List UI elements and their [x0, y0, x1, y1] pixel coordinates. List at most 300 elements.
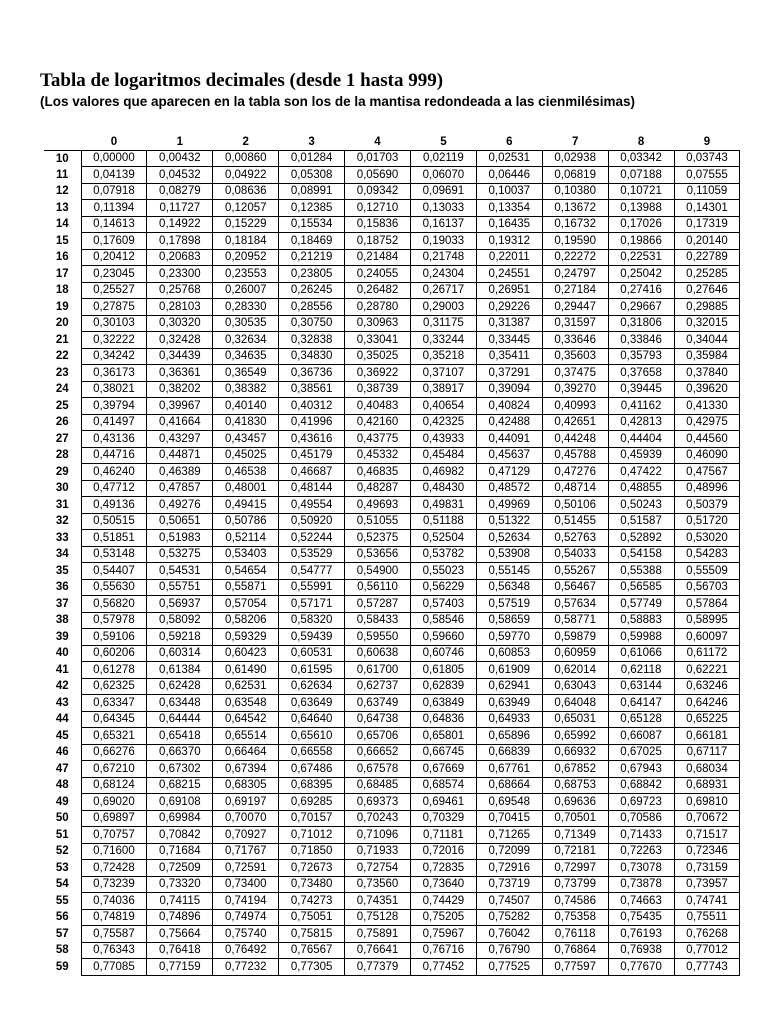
row-header: 55 [55, 894, 69, 907]
table-cell: 0,17609 [81, 233, 147, 250]
table-cell: 0,71349 [542, 827, 608, 844]
table-cell: 0,52892 [608, 530, 674, 547]
table-cell: 0,60853 [476, 645, 542, 662]
table-cell: 0,75282 [476, 909, 542, 926]
table-cell: 0,24551 [476, 266, 542, 283]
table-cell: 0,65418 [147, 728, 213, 745]
table-row [44, 150, 740, 167]
table-cell: 0,42488 [476, 414, 542, 431]
table-cell: 0,36922 [345, 365, 411, 382]
table-row [44, 299, 740, 316]
table-cell: 0,50243 [608, 497, 674, 514]
table-cell: 0,03342 [608, 150, 674, 167]
table-cell: 0,38739 [345, 381, 411, 398]
row-header: 52 [55, 845, 69, 858]
table-cell: 0,19866 [608, 233, 674, 250]
table-cell: 0,63144 [608, 678, 674, 695]
row-header: 51 [55, 828, 69, 841]
table-cell: 0,62839 [410, 678, 476, 695]
table-cell: 0,69897 [81, 810, 147, 827]
table-cell: 0,37475 [542, 365, 608, 382]
table-cell: 0,77452 [410, 959, 476, 976]
table-cell: 0,73320 [147, 876, 213, 893]
table-row [44, 216, 740, 233]
table-cell: 0,19590 [542, 233, 608, 250]
table-cell: 0,66181 [674, 728, 740, 745]
table-cell: 0,73640 [410, 876, 476, 893]
table-cell: 0,34830 [279, 348, 345, 365]
table-cell: 0,62737 [345, 678, 411, 695]
table-cell: 0,77232 [213, 959, 279, 976]
table-cell: 0,32222 [81, 332, 147, 349]
table-row [44, 843, 740, 860]
table-cell: 0,57634 [542, 596, 608, 613]
header-row [44, 134, 740, 150]
table-cell: 0,43933 [410, 431, 476, 448]
table-cell: 0,22011 [476, 249, 542, 266]
table-cell: 0,57171 [279, 596, 345, 613]
table-cell: 0,35793 [608, 348, 674, 365]
table-cell: 0,46389 [147, 464, 213, 481]
table-cell: 0,63043 [542, 678, 608, 695]
table-cell: 0,33041 [345, 332, 411, 349]
table-cell: 0,32428 [147, 332, 213, 349]
table-row [44, 365, 740, 382]
table-cell: 0,73480 [279, 876, 345, 893]
table-cell: 0,58883 [608, 612, 674, 629]
table-cell: 0,65706 [345, 728, 411, 745]
table-row [44, 893, 740, 910]
table-cell: 0,67852 [542, 761, 608, 778]
table-cell: 0,56703 [674, 579, 740, 596]
table-cell: 0,69636 [542, 794, 608, 811]
table-row [44, 200, 740, 217]
table-cell: 0,33244 [410, 332, 476, 349]
table-cell: 0,23045 [81, 266, 147, 283]
table-row [44, 282, 740, 299]
table-cell: 0,00860 [213, 150, 279, 167]
table-cell: 0,56467 [542, 579, 608, 596]
table-cell: 0,64542 [213, 711, 279, 728]
table-cell: 0,15534 [279, 216, 345, 233]
column-header: 0 [81, 134, 147, 150]
table-cell: 0,18469 [279, 233, 345, 250]
row-header: 40 [55, 647, 69, 660]
table-cell: 0,68305 [213, 777, 279, 794]
table-cell: 0,38021 [81, 381, 147, 398]
table-cell: 0,45025 [213, 447, 279, 464]
table-cell: 0,13988 [608, 200, 674, 217]
table-cell: 0,71012 [279, 827, 345, 844]
table-cell: 0,63649 [279, 695, 345, 712]
table-cell: 0,60746 [410, 645, 476, 662]
table-cell: 0,42975 [674, 414, 740, 431]
table-cell: 0,71181 [410, 827, 476, 844]
table-cell: 0,54777 [279, 563, 345, 580]
table-row [44, 266, 740, 283]
row-header: 36 [55, 581, 69, 594]
column-header: 4 [345, 134, 411, 150]
table-cell: 0,30320 [147, 315, 213, 332]
table-row [44, 761, 740, 778]
table-cell: 0,70842 [147, 827, 213, 844]
table-cell: 0,35603 [542, 348, 608, 365]
table-cell: 0,72181 [542, 843, 608, 860]
table-cell: 0,30963 [345, 315, 411, 332]
table-cell: 0,55267 [542, 563, 608, 580]
table-cell: 0,72997 [542, 860, 608, 877]
table-cell: 0,73400 [213, 876, 279, 893]
table-cell: 0,43616 [279, 431, 345, 448]
table-cell: 0,35218 [410, 348, 476, 365]
table-cell: 0,08991 [279, 183, 345, 200]
table-cell: 0,68485 [345, 777, 411, 794]
table-cell: 0,46240 [81, 464, 147, 481]
table-cell: 0,38382 [213, 381, 279, 398]
table-cell: 0,24797 [542, 266, 608, 283]
table-cell: 0,75511 [674, 909, 740, 926]
table-cell: 0,60314 [147, 645, 213, 662]
table-cell: 0,22272 [542, 249, 608, 266]
table-cell: 0,65514 [213, 728, 279, 745]
table-row [44, 546, 740, 563]
table-cell: 0,51720 [674, 513, 740, 530]
table-cell: 0,33445 [476, 332, 542, 349]
table-cell: 0,68574 [410, 777, 476, 794]
table-cell: 0,77670 [608, 959, 674, 976]
table-cell: 0,67394 [213, 761, 279, 778]
row-header: 53 [55, 861, 69, 874]
table-cell: 0,31806 [608, 315, 674, 332]
table-cell: 0,72673 [279, 860, 345, 877]
table-cell: 0,06819 [542, 167, 608, 184]
row-header: 10 [55, 152, 69, 165]
row-header: 38 [55, 614, 69, 627]
table-row [44, 596, 740, 613]
table-cell: 0,75128 [345, 909, 411, 926]
table-cell: 0,24055 [345, 266, 411, 283]
table-row [44, 860, 740, 877]
table-cell: 0,74507 [476, 893, 542, 910]
table-cell: 0,07188 [608, 167, 674, 184]
table-row [44, 579, 740, 596]
table-cell: 0,18184 [213, 233, 279, 250]
table-cell: 0,45788 [542, 447, 608, 464]
table-cell: 0,02119 [410, 150, 476, 167]
table-cell: 0,63448 [147, 695, 213, 712]
table-cell: 0,05308 [279, 167, 345, 184]
table-row [44, 662, 740, 679]
table-row [44, 876, 740, 893]
table-cell: 0,47567 [674, 464, 740, 481]
table-header [44, 134, 740, 150]
table-cell: 0,73078 [608, 860, 674, 877]
table-cell: 0,45332 [345, 447, 411, 464]
table-cell: 0,13033 [410, 200, 476, 217]
table-cell: 0,23805 [279, 266, 345, 283]
table-cell: 0,61595 [279, 662, 345, 679]
table-cell: 0,32634 [213, 332, 279, 349]
table-cell: 0,26951 [476, 282, 542, 299]
table-cell: 0,73159 [674, 860, 740, 877]
column-header: 8 [608, 134, 674, 150]
table-cell: 0,72591 [213, 860, 279, 877]
table-cell: 0,69108 [147, 794, 213, 811]
table-cell: 0,73719 [476, 876, 542, 893]
table-cell: 0,53656 [345, 546, 411, 563]
table-cell: 0,62941 [476, 678, 542, 695]
table-cell: 0,57054 [213, 596, 279, 613]
table-cell: 0,17026 [608, 216, 674, 233]
table-cell: 0,36173 [81, 365, 147, 382]
table-cell: 0,72346 [674, 843, 740, 860]
table-cell: 0,29885 [674, 299, 740, 316]
table-cell: 0,27875 [81, 299, 147, 316]
table-row [44, 959, 740, 976]
table-cell: 0,32015 [674, 315, 740, 332]
table-cell: 0,13672 [542, 200, 608, 217]
table-cell: 0,75891 [345, 926, 411, 943]
table-cell: 0,69810 [674, 794, 740, 811]
table-cell: 0,48714 [542, 480, 608, 497]
table-cell: 0,43136 [81, 431, 147, 448]
table-row [44, 563, 740, 580]
table-cell: 0,12385 [279, 200, 345, 217]
table-cell: 0,68215 [147, 777, 213, 794]
table-cell: 0,73957 [674, 876, 740, 893]
table-cell: 0,54407 [81, 563, 147, 580]
row-header: 15 [55, 234, 69, 247]
table-cell: 0,76193 [608, 926, 674, 943]
table-cell: 0,21484 [345, 249, 411, 266]
table-cell: 0,40140 [213, 398, 279, 415]
table-cell: 0,58995 [674, 612, 740, 629]
table-cell: 0,26482 [345, 282, 411, 299]
table-cell: 0,50651 [147, 513, 213, 530]
table-row [44, 348, 740, 365]
table-cell: 0,64836 [410, 711, 476, 728]
table-cell: 0,66464 [213, 744, 279, 761]
table-cell: 0,59770 [476, 629, 542, 646]
table-cell: 0,61066 [608, 645, 674, 662]
table-cell: 0,76864 [542, 942, 608, 959]
table-cell: 0,25042 [608, 266, 674, 283]
table-cell: 0,32838 [279, 332, 345, 349]
table-cell: 0,56585 [608, 579, 674, 596]
table-cell: 0,71684 [147, 843, 213, 860]
table-cell: 0,68664 [476, 777, 542, 794]
table-cell: 0,70501 [542, 810, 608, 827]
table-cell: 0,74896 [147, 909, 213, 926]
table-cell: 0,65321 [81, 728, 147, 745]
table-cell: 0,55991 [279, 579, 345, 596]
table-cell: 0,74351 [345, 893, 411, 910]
table-cell: 0,39794 [81, 398, 147, 415]
row-header: 37 [55, 597, 69, 610]
table-cell: 0,58433 [345, 612, 411, 629]
row-header: 16 [55, 251, 69, 264]
table-row [44, 942, 740, 959]
column-header: 6 [476, 134, 542, 150]
table-cell: 0,75435 [608, 909, 674, 926]
table-cell: 0,69548 [476, 794, 542, 811]
table-cell: 0,05690 [345, 167, 411, 184]
table-cell: 0,74663 [608, 893, 674, 910]
table-cell: 0,44404 [608, 431, 674, 448]
table-cell: 0,39270 [542, 381, 608, 398]
table-cell: 0,14922 [147, 216, 213, 233]
log-table [44, 134, 740, 976]
table-cell: 0,30103 [81, 315, 147, 332]
table-cell: 0,71933 [345, 843, 411, 860]
table-row [44, 794, 740, 811]
table-cell: 0,57403 [410, 596, 476, 613]
table-cell: 0,69020 [81, 794, 147, 811]
table-cell: 0,36736 [279, 365, 345, 382]
row-header: 34 [55, 548, 69, 561]
table-cell: 0,65610 [279, 728, 345, 745]
table-cell: 0,71517 [674, 827, 740, 844]
table-row [44, 530, 740, 547]
table-cell: 0,47712 [81, 480, 147, 497]
table-cell: 0,52375 [345, 530, 411, 547]
table-cell: 0,69373 [345, 794, 411, 811]
row-header: 22 [55, 350, 69, 363]
table-cell: 0,72835 [410, 860, 476, 877]
table-cell: 0,24304 [410, 266, 476, 283]
table-cell: 0,28330 [213, 299, 279, 316]
table-cell: 0,61278 [81, 662, 147, 679]
table-cell: 0,55751 [147, 579, 213, 596]
table-cell: 0,27184 [542, 282, 608, 299]
table-cell: 0,76418 [147, 942, 213, 959]
table-cell: 0,75740 [213, 926, 279, 943]
table-cell: 0,63749 [345, 695, 411, 712]
table-cell: 0,37291 [476, 365, 542, 382]
table-row [44, 645, 740, 662]
table-row [44, 827, 740, 844]
table-cell: 0,71767 [213, 843, 279, 860]
table-cell: 0,18752 [345, 233, 411, 250]
table-cell: 0,47422 [608, 464, 674, 481]
table-cell: 0,44560 [674, 431, 740, 448]
table-cell: 0,75664 [147, 926, 213, 943]
row-header: 47 [55, 762, 69, 775]
table-cell: 0,10721 [608, 183, 674, 200]
table-cell: 0,20412 [81, 249, 147, 266]
column-header: 2 [213, 134, 279, 150]
table-cell: 0,41162 [608, 398, 674, 415]
table-cell: 0,01284 [279, 150, 345, 167]
table-cell: 0,58320 [279, 612, 345, 629]
table-cell: 0,66652 [345, 744, 411, 761]
table-cell: 0,49415 [213, 497, 279, 514]
table-row [44, 480, 740, 497]
table-cell: 0,70070 [213, 810, 279, 827]
table-cell: 0,69723 [608, 794, 674, 811]
table-cell: 0,77525 [476, 959, 542, 976]
table-cell: 0,53148 [81, 546, 147, 563]
table-cell: 0,36549 [213, 365, 279, 382]
row-header: 56 [55, 911, 69, 924]
table-cell: 0,52114 [213, 530, 279, 547]
table-cell: 0,74586 [542, 893, 608, 910]
table-cell: 0,27416 [608, 282, 674, 299]
table-row [44, 810, 740, 827]
table-cell: 0,39445 [608, 381, 674, 398]
table-cell: 0,61172 [674, 645, 740, 662]
table-cell: 0,63347 [81, 695, 147, 712]
table-cell: 0,60531 [279, 645, 345, 662]
table-cell: 0,76716 [410, 942, 476, 959]
page-title: Tabla de logaritmos decimales (desde 1 hasta 999) [40, 70, 444, 91]
table-cell: 0,37840 [674, 365, 740, 382]
table-row [44, 398, 740, 415]
table-cell: 0,67669 [410, 761, 476, 778]
table-cell: 0,51322 [476, 513, 542, 530]
table-cell: 0,20683 [147, 249, 213, 266]
table-cell: 0,74036 [81, 893, 147, 910]
table-cell: 0,16732 [542, 216, 608, 233]
table-row [44, 513, 740, 530]
table-cell: 0,29447 [542, 299, 608, 316]
table-cell: 0,74741 [674, 893, 740, 910]
table-cell: 0,70672 [674, 810, 740, 827]
table-cell: 0,50786 [213, 513, 279, 530]
table-row [44, 926, 740, 943]
table-cell: 0,22531 [608, 249, 674, 266]
row-header: 19 [55, 300, 69, 313]
table-cell: 0,70757 [81, 827, 147, 844]
table-cell: 0,47276 [542, 464, 608, 481]
table-cell: 0,12710 [345, 200, 411, 217]
table-cell: 0,02531 [476, 150, 542, 167]
table-cell: 0,61700 [345, 662, 411, 679]
table-cell: 0,30750 [279, 315, 345, 332]
table-cell: 0,62221 [674, 662, 740, 679]
table-cell: 0,11394 [81, 200, 147, 217]
table-cell: 0,66370 [147, 744, 213, 761]
table-cell: 0,35025 [345, 348, 411, 365]
table-row [44, 249, 740, 266]
table-cell: 0,74273 [279, 893, 345, 910]
table-cell: 0,41830 [213, 414, 279, 431]
table-cell: 0,68034 [674, 761, 740, 778]
table-cell: 0,09691 [410, 183, 476, 200]
table-cell: 0,39967 [147, 398, 213, 415]
table-cell: 0,21748 [410, 249, 476, 266]
table-cell: 0,23553 [213, 266, 279, 283]
table-row [44, 711, 740, 728]
table-cell: 0,77305 [279, 959, 345, 976]
table-cell: 0,45179 [279, 447, 345, 464]
table-cell: 0,42813 [608, 414, 674, 431]
table-cell: 0,69197 [213, 794, 279, 811]
table-cell: 0,61805 [410, 662, 476, 679]
table-cell: 0,73560 [345, 876, 411, 893]
table-cell: 0,55871 [213, 579, 279, 596]
table-cell: 0,44248 [542, 431, 608, 448]
table-cell: 0,51455 [542, 513, 608, 530]
table-cell: 0,69984 [147, 810, 213, 827]
table-cell: 0,33646 [542, 332, 608, 349]
table-row [44, 744, 740, 761]
row-header: 25 [55, 399, 69, 412]
table-cell: 0,56820 [81, 596, 147, 613]
table-cell: 0,59106 [81, 629, 147, 646]
table-cell: 0,55630 [81, 579, 147, 596]
row-header: 11 [56, 168, 69, 181]
